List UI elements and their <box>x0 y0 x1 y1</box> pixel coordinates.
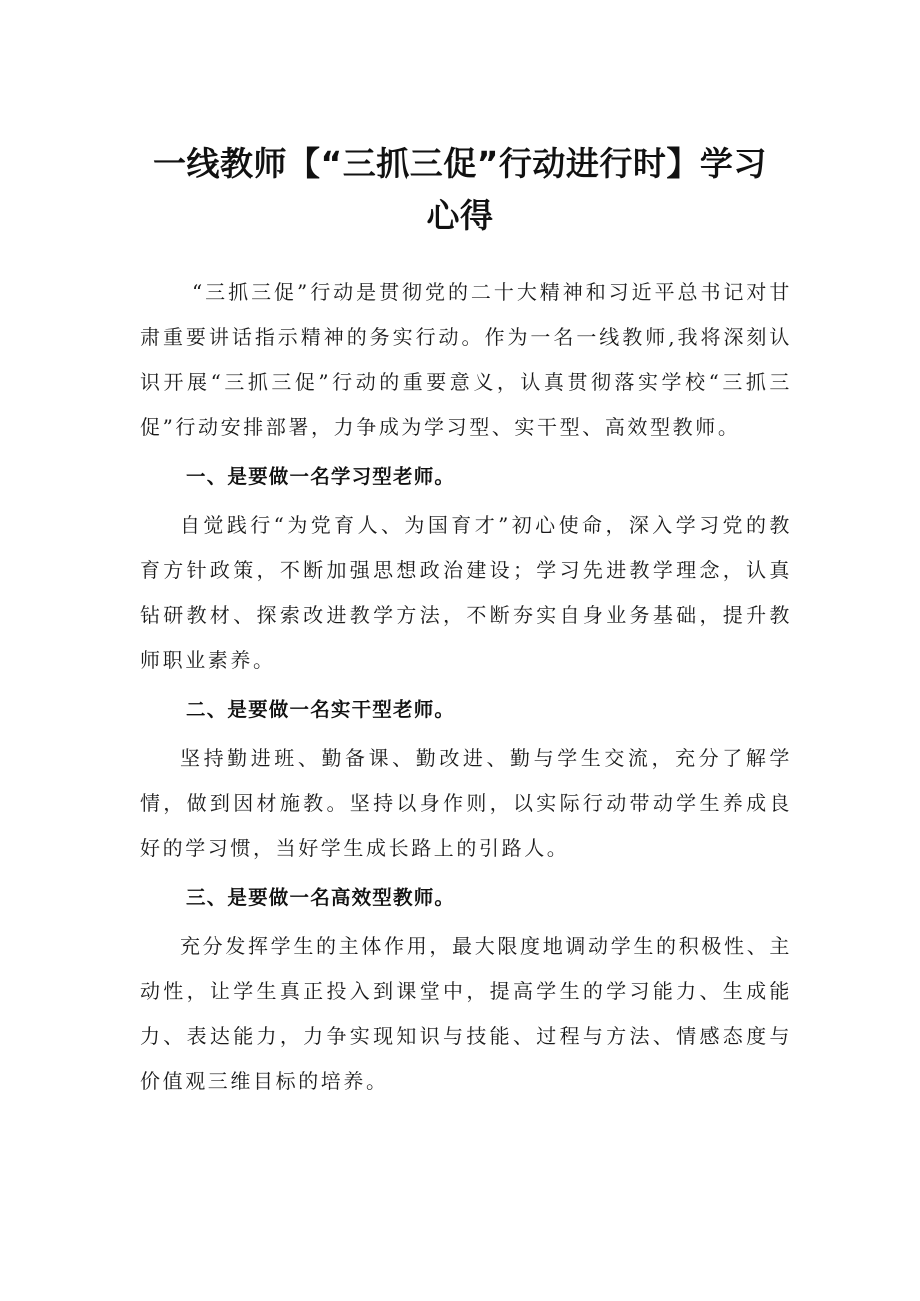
section-heading-efficient: 三、是要做一名高效型教师。 <box>186 886 456 909</box>
section-heading-practical: 二、是要做一名实干型老师。 <box>186 698 456 721</box>
section-heading-learning: 一、是要做一名学习型老师。 <box>186 465 456 488</box>
title-line-2: 心得 <box>426 196 494 235</box>
section-paragraph-practical: 坚持勤进班、勤备课、勤改进、勤与学生交流，充分了解学情，做到因材施教。坚持以身作则，以实际行动带动学生养成良好的学习惯，当好学生成长路上的引路人。 <box>140 746 792 860</box>
intro-paragraph: “三抓三促”行动是贯彻党的二十大精神和习近平总书记对甘肃重要讲话指示精神的务实行动。作为一名一线教师,我将深刻认识开展“三抓三促”行动的重要意义，认真贯彻落实学校“三抓三促”行动安排部署，力争成为学习型、实干型、高效型教师。 <box>140 280 792 439</box>
document-title <box>120 138 800 242</box>
document-body <box>140 270 792 1104</box>
section-paragraph-efficient: 充分发挥学生的主体作用，最大限度地调动学生的积极性、主动性，让学生真正投入到课堂中，提高学生的学习能力、生成能力、表达能力，力争实现知识与技能、过程与方法、情感态度与价值观三维目标的培养。 <box>140 934 792 1093</box>
title-line-1: 一线教师【“三抓三促”行动进行时】学习 <box>153 144 767 183</box>
section-paragraph-learning: 自觉践行“为党育人、为国育才”初心使命，深入学习党的教育方针政策，不断加强思想政治建设；学习先进教学理念，认真钻研教材、探索改进教学方法，不断夯实自身业务基础，提升教师职业素养。 <box>140 513 792 672</box>
